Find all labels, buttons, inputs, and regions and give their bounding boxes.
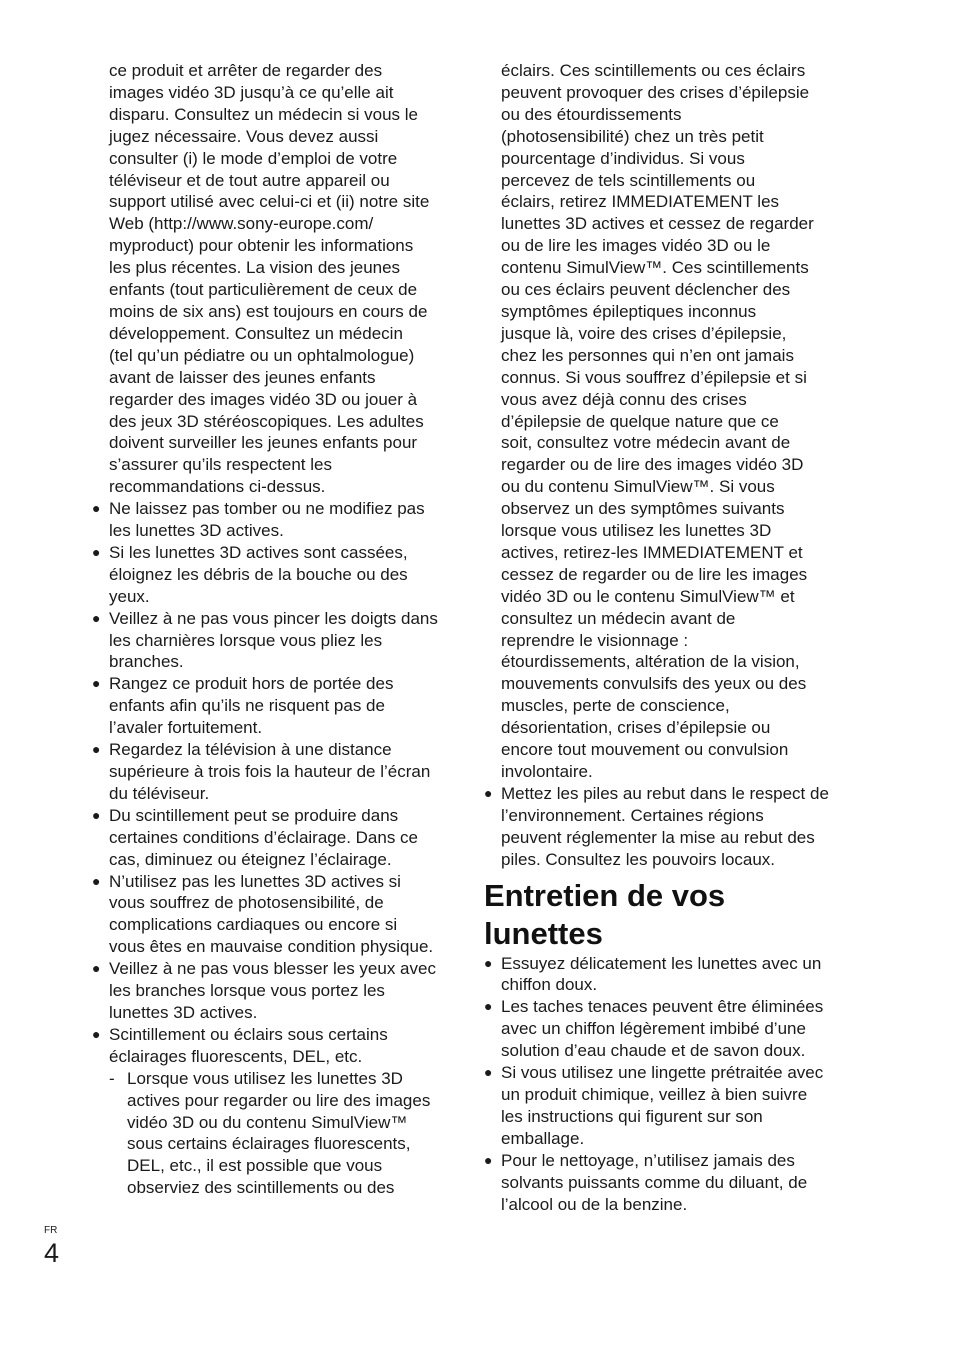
text-line: Veillez à ne pas vous pincer les doigts dans <box>109 608 438 628</box>
text-line: enfants afin qu’ils ne risquent pas de <box>109 696 385 716</box>
text-line: symptômes épileptiques inconnus <box>501 301 757 321</box>
text-line: développement. Consultez un médecin <box>109 323 403 343</box>
language-code: FR <box>44 1225 58 1236</box>
sub-item-text <box>127 1068 454 1199</box>
text-line: téléviseur et de tout autre appareil ou <box>109 170 390 190</box>
text-line: du téléviseur. <box>109 783 210 803</box>
text-line: myproduct) pour obtenir les informations <box>109 236 414 256</box>
text-line: vous avez déjà connu des crises <box>501 389 747 409</box>
text-line: avec un chiffon légèrement imbibé d’une <box>501 1019 806 1039</box>
text-line: ou des étourdissements <box>501 104 682 124</box>
bullet-icon: ● <box>92 500 101 517</box>
text-line: Ne laissez pas tomber ou ne modifiez pas <box>109 499 425 519</box>
text-line: emballage. <box>501 1128 585 1148</box>
text-line: (tel qu’un pédiatre ou un ophtalmologue) <box>109 345 415 365</box>
bullet-icon: ● <box>92 675 101 692</box>
text-line: éclairs. Ces scintillements ou ces éclairs <box>501 61 806 80</box>
bullet-item <box>484 1150 848 1216</box>
text-line: sous certains éclairages fluorescents, <box>127 1134 411 1154</box>
text-line: Pour le nettoyage, n’utilisez jamais des <box>501 1150 795 1170</box>
text-line: un produit chimique, veillez à bien suivre <box>501 1084 808 1104</box>
text-line: ou du contenu SimulView™. Si vous <box>501 477 775 497</box>
text-line: regarder des images vidéo 3D ou jouer à <box>109 389 418 409</box>
text-line: Scintillement ou éclairs sous certains <box>109 1024 388 1044</box>
text-line: enfants (tout particulièrement de ceux de <box>109 280 418 300</box>
safety-bullet-list <box>92 498 454 1068</box>
text-line: ou de lire les images vidéo 3D ou le <box>501 236 771 256</box>
bullet-icon: ● <box>92 543 101 560</box>
text-line: contenu SimulView™. Ces scintillements <box>501 258 809 278</box>
bullet-icon: ● <box>484 784 493 801</box>
text-line: cessez de regarder ou de lire les images <box>501 564 808 584</box>
text-line: Essuyez délicatement les lunettes avec un <box>501 953 822 973</box>
bullet-item <box>484 953 848 997</box>
bullet-item <box>92 498 454 542</box>
text-line: moins de six ans) est toujours en cours de <box>109 301 428 321</box>
text-line: branches. <box>109 652 184 672</box>
text-line: actives pour regarder ou lire des images <box>127 1090 431 1110</box>
text-line: Veillez à ne pas vous blesser les yeux avec <box>109 959 436 979</box>
text-line: vous souffrez de photosensibilité, de <box>109 893 384 913</box>
text-line: Du scintillement peut se produire dans <box>109 805 399 825</box>
text-line: les plus récentes. La vision des jeunes <box>109 258 401 278</box>
text-line: observiez des scintillements ou des <box>127 1178 395 1198</box>
text-line: Si les lunettes 3D actives sont cassées, <box>109 542 408 562</box>
text-line: peuvent provoquer des crises d’épilepsie <box>501 82 810 102</box>
text-line: éloignez les débris de la bouche ou des <box>109 564 408 584</box>
text-line: Les taches tenaces peuvent être éliminées <box>501 997 824 1017</box>
text-line: l’environnement. Certaines régions <box>501 805 764 825</box>
right-column <box>484 60 848 1215</box>
text-line: vidéo 3D ou du contenu SimulView™ <box>127 1112 408 1132</box>
text-line: regarder ou de lire des images vidéo 3D <box>501 455 804 475</box>
bullet-item <box>92 1024 454 1068</box>
text-line: recommandations ci-dessus. <box>109 477 326 497</box>
bullet-item <box>484 996 848 1062</box>
bullet-item <box>484 783 848 871</box>
text-line: peuvent réglementer la mise au rebut des <box>501 827 815 847</box>
text-line: piles. Consultez les pouvoirs locaux. <box>501 849 776 869</box>
bullet-item <box>92 542 454 608</box>
bullet-icon: ● <box>484 1151 493 1168</box>
text-line: Lorsque vous utilisez les lunettes 3D <box>127 1068 403 1088</box>
dash-marker: - <box>109 1068 115 1088</box>
left-column <box>92 60 454 1199</box>
bullet-item <box>92 673 454 739</box>
bullet-icon: ● <box>484 954 493 971</box>
bullet-item <box>92 608 454 674</box>
text-line: muscles, perte de conscience, <box>501 696 730 716</box>
text-line: mouvements convulsifs des yeux ou des <box>501 674 807 694</box>
text-line: actives, retirez-les IMMEDIATEMENT et <box>501 542 803 562</box>
care-bullet-list <box>484 953 848 1216</box>
text-line: yeux. <box>109 586 150 606</box>
text-line: complications cardiaques ou encore si <box>109 915 398 935</box>
bullet-icon: ● <box>92 1025 101 1042</box>
bullet-icon: ● <box>92 960 101 977</box>
text-line: involontaire. <box>501 762 593 781</box>
text-line: vous êtes en mauvaise condition physique. <box>109 937 434 957</box>
text-line: N’utilisez pas les lunettes 3D actives si <box>109 871 401 891</box>
text-line: lunettes 3D actives. <box>109 1002 258 1022</box>
text-line: les lunettes 3D actives. <box>109 521 284 541</box>
text-line: éclairages fluorescents, DEL, etc. <box>109 1046 363 1066</box>
text-line: des jeux 3D stéréoscopiques. Les adultes <box>109 411 424 431</box>
text-line: jugez nécessaire. Vous devez aussi <box>109 126 379 146</box>
bullet-item <box>92 805 454 871</box>
text-line: ce produit et arrêter de regarder des <box>109 61 383 80</box>
text-line: percevez de tels scintillements ou <box>501 170 756 190</box>
text-line: désorientation, crises d’épilepsie ou <box>501 718 771 738</box>
text-line: avant de laisser des jeunes enfants <box>109 367 376 387</box>
text-line: les charnières lorsque vous pliez les <box>109 630 383 650</box>
text-line: chez les personnes qui n’en ont jamais <box>501 345 794 365</box>
disposal-bullet-list <box>484 783 848 871</box>
text-line: supérieure à trois fois la hauteur de l’écran <box>109 762 431 781</box>
text-line: lorsque vous utilisez les lunettes 3D <box>501 521 772 541</box>
bullet-icon: ● <box>484 1064 493 1081</box>
text-line: cas, diminuez ou éteignez l’éclairage. <box>109 849 392 869</box>
text-line: étourdissements, altération de la vision, <box>501 652 800 672</box>
text-line: Regardez la télévision à une distance <box>109 740 392 760</box>
text-line: l’alcool ou de la benzine. <box>501 1194 688 1214</box>
continued-paragraph <box>484 60 848 783</box>
text-line: jusque là, voire des crises d’épilepsie, <box>501 323 787 343</box>
text-line: d’épilepsie de quelque nature que ce <box>501 411 779 431</box>
page-number: 4 <box>44 1238 60 1268</box>
text-line: soit, consultez votre médecin avant de <box>501 433 791 453</box>
text-line: éclairs, retirez IMMEDIATEMENT les <box>501 192 780 212</box>
text-line: pourcentage d’individus. Si vous <box>501 148 745 168</box>
text-line: l’avaler fortuitement. <box>109 718 263 738</box>
section-heading: Entretien de vos lunettes <box>484 877 726 951</box>
text-line: Rangez ce produit hors de portée des <box>109 674 394 694</box>
text-line: disparu. Consultez un médecin si vous le <box>109 104 418 124</box>
text-line: les instructions qui figurent sur son <box>501 1106 763 1126</box>
text-line: chiffon doux. <box>501 975 598 995</box>
bullet-item <box>92 958 454 1024</box>
text-line: ou ces éclairs peuvent déclencher des <box>501 280 791 300</box>
bullet-icon: ● <box>484 998 493 1015</box>
text-line: encore tout mouvement ou convulsion <box>501 740 789 760</box>
text-line: solution d’eau chaude et de savon doux. <box>501 1041 806 1061</box>
bullet-item <box>92 739 454 805</box>
bullet-icon: ● <box>92 741 101 758</box>
intro-paragraph <box>92 60 454 498</box>
text-line: solvants puissants comme du diluant, de <box>501 1172 808 1192</box>
sub-item-flicker <box>92 1068 454 1199</box>
text-line: Si vous utilisez une lingette prétraitée avec <box>501 1063 824 1083</box>
text-line: lunettes 3D actives et cessez de regarder <box>501 214 814 234</box>
bullet-item <box>484 1062 848 1150</box>
bullet-item <box>92 871 454 959</box>
text-line: support utilisé avec celui-ci et (ii) notre site <box>109 192 430 212</box>
text-line: reprendre le visionnage : <box>501 630 689 650</box>
text-line: certaines conditions d’éclairage. Dans ce <box>109 827 419 847</box>
text-line: Web (http://www.sony-europe.com/ <box>109 214 374 234</box>
bullet-icon: ● <box>92 609 101 626</box>
text-line: les branches lorsque vous portez les <box>109 981 385 1001</box>
bullet-icon: ● <box>92 806 101 823</box>
text-line: images vidéo 3D jusqu’à ce qu’elle ait <box>109 82 394 102</box>
text-line: connus. Si vous souffrez d’épilepsie et si <box>501 367 807 387</box>
text-line: observez un des symptômes suivants <box>501 499 785 519</box>
text-line: vidéo 3D ou le contenu SimulView™ et <box>501 586 795 606</box>
text-line: consulter (i) le mode d’emploi de votre <box>109 148 398 168</box>
text-line: consultez un médecin avant de <box>501 608 736 628</box>
text-line: (photosensibilité) chez un très petit <box>501 126 764 146</box>
text-line: DEL, etc., il est possible que vous <box>127 1156 383 1176</box>
text-line: doivent surveiller les jeunes enfants pour <box>109 433 418 453</box>
text-line: Mettez les piles au rebut dans le respect de <box>501 783 829 803</box>
text-line: s’assurer qu’ils respectent les <box>109 455 332 475</box>
bullet-icon: ● <box>92 872 101 889</box>
